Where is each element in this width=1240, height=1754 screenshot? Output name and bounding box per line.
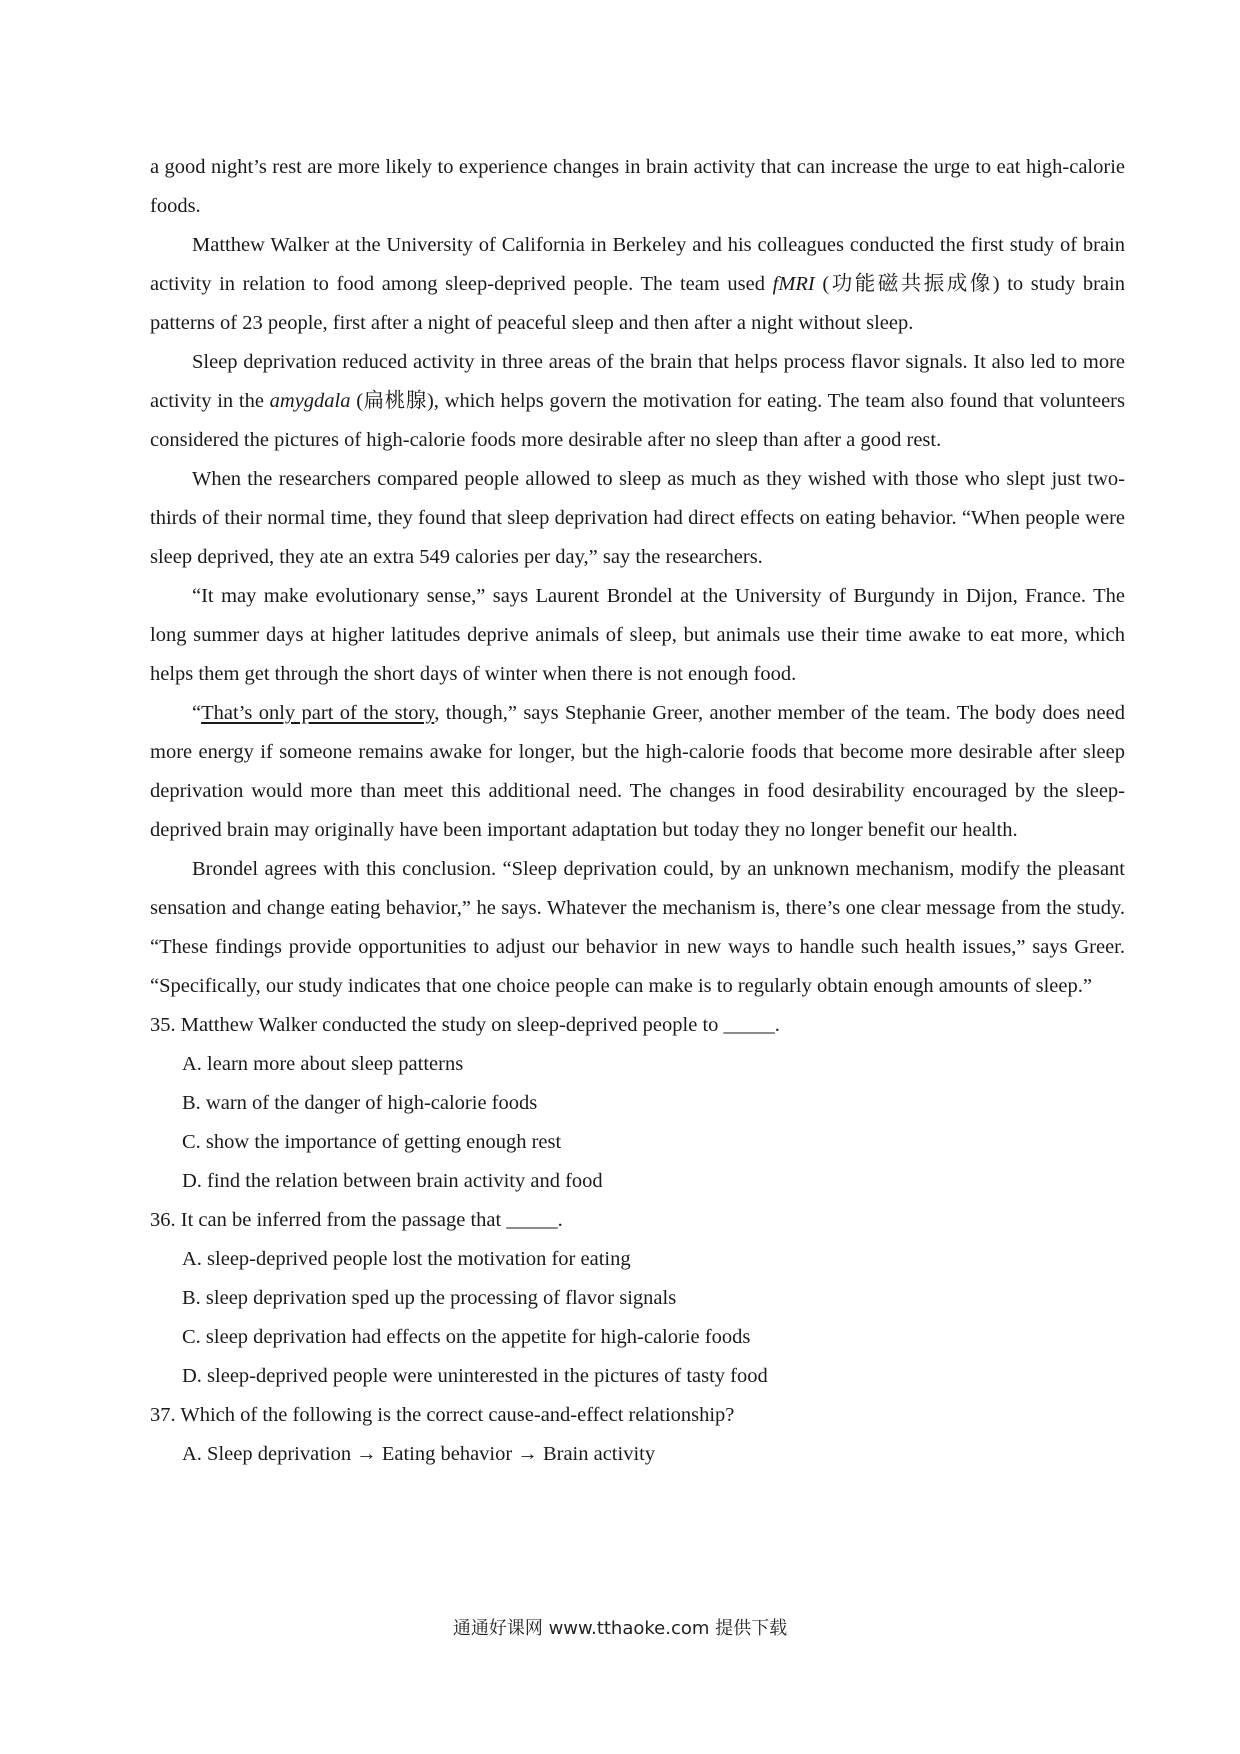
paragraph-3-text-a: Sleep deprivation reduced activity in three areas of the brain that helps process flavor signals. It also led to more activity in the [150,351,1125,412]
passage-paragraph-7: Brondel agrees with this conclusion. “Sleep deprivation could, by an unknown mechanism, modify the pleasant sensation and change eating behavior,” he says. Whatever the mechanism is, there’s one clear message from the study. “These findings provide opportunities to adjust our behavior in new ways to handle such health issues,” says Greer. “Specifically, our study indicates that one choice people can make is to regularly obtain enough amounts of sleep.” [150,858,1125,997]
question-stem: 36. It can be inferred from the passage that _____. [150,1209,563,1231]
option-b: B. warn of the danger of high-calorie foods [182,1092,538,1114]
option-b: B. sleep deprivation sped up the processing of flavor signals [182,1287,677,1309]
passage-paragraph-5: “It may make evolutionary sense,” says Laurent Brondel at the University of Burgundy in Dijon, France. The long summer days at higher latitudes deprive animals of sleep, but animals use their time awake to eat more, which helps them get through the short days of winter when there is not enough food. [150,585,1125,685]
paragraph-6-open-quote: “ [192,702,202,724]
option-c: C. show the importance of getting enough rest [182,1131,562,1153]
question-stem: 37. Which of the following is the correct cause-and-effect relationship? [150,1404,735,1426]
option-d: D. find the relation between brain activity and food [182,1170,603,1192]
question-36 [150,1201,1125,1396]
paragraph-2-text-a: Matthew Walker at the University of California in Berkeley and his colleagues conducted the first study of brain activity in relation to food among sleep-deprived people. The team used [150,234,1125,295]
page-footer: 通通好课网 www.tthaoke.com 提供下载 [452,1618,788,1639]
question-37 [150,1396,1125,1474]
option-c: C. sleep deprivation had effects on the appetite for high-calorie foods [182,1326,751,1348]
document-page [150,148,1125,1474]
paragraph-3-text-b: (扁桃腺), which helps govern the motivation for eating. The team also found that volunteers considered the pictures of high-calorie foods more desirable after no sleep than after a good rest. [150,390,1125,451]
paragraph-2-text-b: (功能磁共振成像) to study brain patterns of 23 people, first after a night of peaceful sleep and then after a night without sleep. [150,273,1125,334]
term-fmri: fMRI [772,273,815,295]
passage-paragraph-6 [150,694,1125,850]
paragraph-6-text: , though,” says Stephanie Greer, another member of the team. The body does need more energy if someone remains awake for longer, but the high-calorie foods that become more desirable after sleep deprivation would more than meet this additional need. The changes in food desirability encouraged by the sleep-deprived brain may originally have been important adaptation but today they no longer benefit our health. [150,702,1125,841]
passage-paragraph-3 [150,343,1125,460]
option-d: D. sleep-deprived people were uninterested in the pictures of tasty food [182,1365,768,1387]
underlined-phrase: That’s only part of the story [201,702,435,724]
term-amygdala: amygdala [269,390,351,412]
passage-paragraph-4: When the researchers compared people allowed to sleep as much as they wished with those who slept just two-thirds of their normal time, they found that sleep deprivation had direct effects on eating behavior. “When people were sleep deprived, they ate an extra 549 calories per day,” say the researchers. [150,468,1125,568]
option-a: A. Sleep deprivation → Eating behavior → Brain activity [182,1443,656,1465]
question-stem: 35. Matthew Walker conducted the study on sleep-deprived people to _____. [150,1014,780,1036]
option-a: A. sleep-deprived people lost the motivation for eating [182,1248,631,1270]
passage-paragraph-1: a good night’s rest are more likely to experience changes in brain activity that can increase the urge to eat high-calorie foods. [150,156,1125,217]
option-a: A. learn more about sleep patterns [182,1053,464,1075]
question-35 [150,1006,1125,1201]
passage-paragraph-2 [150,226,1125,343]
